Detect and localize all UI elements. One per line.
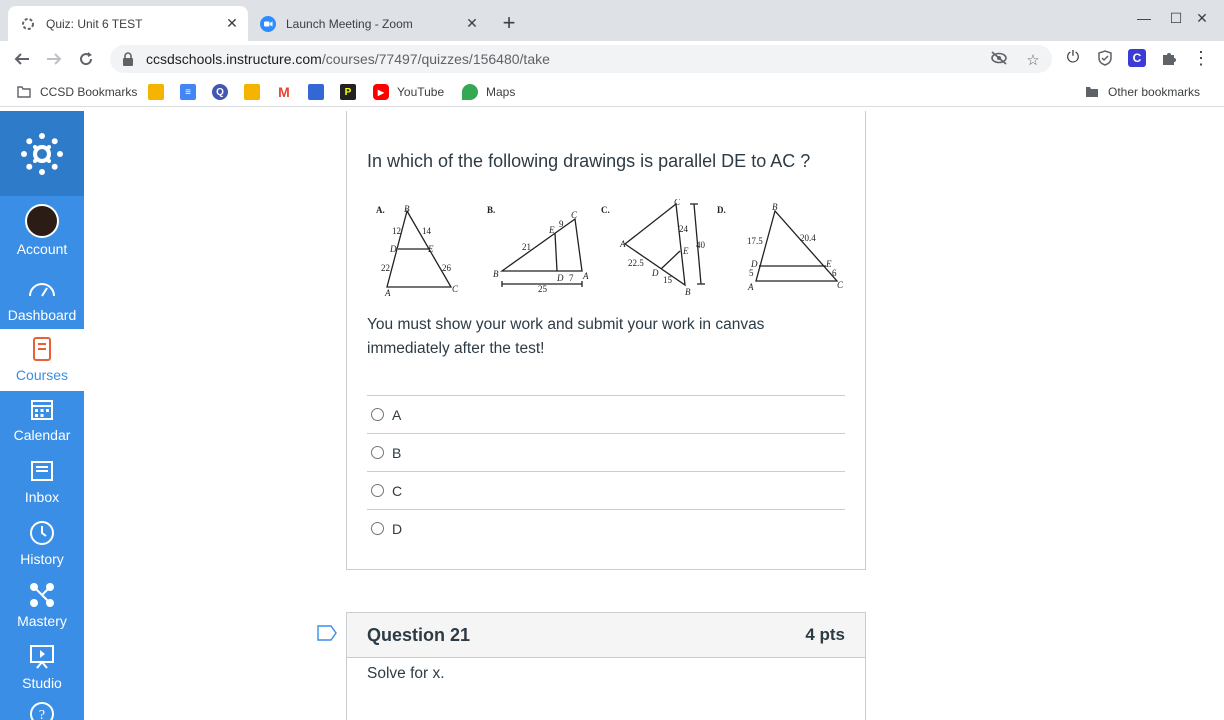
- studio-icon: [29, 641, 55, 673]
- answer-label: C: [392, 482, 403, 499]
- lock-icon: [122, 52, 134, 66]
- nav-dashboard[interactable]: [0, 273, 84, 333]
- bookmark-other[interactable]: [1084, 84, 1200, 100]
- power-icon[interactable]: ⏻: [1066, 49, 1080, 66]
- shield-icon[interactable]: [1096, 49, 1114, 67]
- bookmark-label: Maps: [486, 85, 516, 99]
- fig-label: 40: [696, 240, 705, 250]
- maximize-icon[interactable]: ☐: [1169, 10, 1183, 26]
- tab-strip: [0, 0, 1224, 41]
- global-nav: [0, 111, 84, 720]
- fig-label: A: [583, 271, 589, 281]
- folder-icon: [16, 84, 32, 100]
- youtube-icon: ▶: [373, 84, 389, 100]
- answer-option-c[interactable]: [367, 471, 845, 509]
- answer-option-b[interactable]: [367, 433, 845, 471]
- fig-label: D: [390, 244, 397, 254]
- fig-label: B: [404, 204, 410, 214]
- fig-label: B: [685, 287, 691, 297]
- slides-icon: [244, 84, 260, 100]
- bookmark-ccsd[interactable]: [16, 84, 137, 100]
- fig-label: 20.4: [800, 233, 816, 243]
- svg-text:?: ?: [38, 708, 46, 720]
- question-text: Solve for x.: [367, 665, 445, 682]
- url-text: [146, 51, 550, 67]
- fig-label: 25: [538, 284, 547, 294]
- flag-question-icon[interactable]: [317, 625, 337, 641]
- fig-label: 15: [663, 275, 672, 285]
- url-host: ccsdschools.instructure.com: [146, 51, 322, 67]
- fig-label: D: [557, 273, 564, 283]
- quizlet-icon: Q: [212, 84, 228, 100]
- fig-label: C: [674, 199, 681, 207]
- answer-radio[interactable]: [371, 484, 384, 497]
- url-path: /courses/77497/quizzes/156480/take: [321, 51, 550, 67]
- main-content: [84, 111, 1224, 720]
- nav-label: Calendar: [13, 427, 71, 443]
- fig-label: C: [452, 284, 459, 294]
- tab-zoom[interactable]: [248, 6, 488, 41]
- nav-label: Dashboard: [7, 307, 77, 323]
- instructions-note: You must show your work and submit your work in canvas immediately after the test!: [367, 316, 765, 357]
- fig-label: 5: [749, 268, 754, 278]
- tab-title: Quiz: Unit 6 TEST: [46, 16, 143, 31]
- inbox-icon: [29, 455, 55, 487]
- nav-account[interactable]: [0, 203, 84, 263]
- fig-label: 14: [422, 226, 431, 236]
- fig-label: E: [549, 225, 555, 235]
- avatar: [25, 203, 59, 239]
- fig-label: 22.5: [628, 258, 644, 268]
- fig-label: C: [571, 210, 578, 220]
- nav-label: Mastery: [17, 613, 67, 629]
- nav-calendar[interactable]: [0, 393, 84, 453]
- answer-radio[interactable]: [371, 522, 384, 535]
- close-icon[interactable]: ✕: [466, 15, 478, 31]
- bookmark-quizlet[interactable]: [212, 84, 236, 100]
- bookmark-gmail[interactable]: [276, 84, 300, 100]
- fig-label: 24: [679, 224, 688, 234]
- calendar-app-icon: [308, 84, 324, 100]
- clock-icon: [29, 517, 55, 549]
- nav-studio[interactable]: [0, 641, 84, 701]
- nav-history[interactable]: [0, 517, 84, 577]
- nav-label: Courses: [15, 367, 69, 383]
- forward-icon[interactable]: [44, 49, 64, 69]
- fig-label: 26: [442, 263, 451, 273]
- menu-kebab-icon[interactable]: ⋮: [1192, 47, 1210, 68]
- fig-label: 12: [392, 226, 401, 236]
- fig-tag: C.: [601, 205, 610, 215]
- eye-off-icon[interactable]: [990, 51, 1008, 69]
- bookmark-label: CCSD Bookmarks: [40, 85, 138, 99]
- courses-icon: [31, 333, 53, 365]
- fig-label: B: [493, 269, 499, 279]
- canvas-logo-icon: [20, 132, 64, 176]
- tab-title: Launch Meeting - Zoom: [286, 16, 413, 31]
- question-21-box: [346, 612, 866, 720]
- fig-label: D: [652, 268, 659, 278]
- address-bar[interactable]: [110, 45, 1052, 73]
- calendar-icon: [30, 393, 54, 425]
- maps-icon: [462, 84, 478, 100]
- answer-radio[interactable]: [371, 446, 384, 459]
- mastery-icon: [29, 579, 55, 611]
- fig-label: 7: [569, 273, 574, 283]
- c-extension-icon[interactable]: C: [1128, 49, 1146, 67]
- answer-radio[interactable]: [371, 408, 384, 421]
- fig-label: B: [772, 202, 778, 212]
- nav-label: Account: [16, 241, 68, 257]
- bookmark-classroom[interactable]: [148, 84, 172, 100]
- nav-label: Studio: [22, 675, 62, 691]
- fig-label: D: [751, 259, 758, 269]
- help-icon: [29, 701, 55, 720]
- fig-label: A: [620, 239, 626, 249]
- back-icon[interactable]: [12, 49, 32, 69]
- nav-mastery[interactable]: [0, 579, 84, 639]
- bookmark-label: Other bookmarks: [1108, 85, 1201, 99]
- bookmarks-bar: [0, 77, 1224, 107]
- answer-label: B: [392, 444, 402, 461]
- docs-icon: ≡: [180, 84, 196, 100]
- answer-label: A: [392, 406, 402, 423]
- fig-label: A: [385, 288, 391, 298]
- fig-label: E: [826, 259, 832, 269]
- fig-label: 9: [559, 219, 564, 229]
- fig-label: 21: [522, 242, 531, 252]
- classroom-icon: [148, 84, 164, 100]
- zoom-favicon-icon: [260, 16, 276, 32]
- new-tab-button[interactable]: +: [502, 10, 516, 35]
- fig-label: C: [837, 280, 844, 290]
- fig-label: E: [428, 244, 434, 254]
- triangle-figures: [367, 199, 847, 299]
- fig-label: A: [748, 282, 754, 292]
- canvas-favicon-icon: [20, 16, 36, 32]
- bookmark-youtube[interactable]: [373, 84, 444, 100]
- puzzle-icon[interactable]: [1160, 49, 1178, 67]
- question-points: 4 pts: [805, 625, 845, 644]
- nav-courses[interactable]: [0, 329, 84, 391]
- fig-tag: A.: [376, 205, 385, 215]
- answer-list: [367, 395, 845, 547]
- reload-icon[interactable]: [76, 49, 96, 69]
- fig-label: 22: [381, 263, 390, 273]
- gmail-icon: M: [276, 84, 292, 100]
- bookmark-label: YouTube: [397, 85, 445, 99]
- answer-option-a[interactable]: [367, 395, 845, 433]
- fig-label: 6: [832, 268, 837, 278]
- question-title: Question 21: [367, 624, 471, 645]
- fig-label: 17.5: [747, 236, 763, 246]
- fig-tag: D.: [717, 205, 726, 215]
- star-icon[interactable]: ☆: [1026, 52, 1040, 69]
- question-20-box: [346, 111, 866, 570]
- dashboard-icon: [28, 273, 56, 305]
- fig-tag: B.: [487, 205, 496, 215]
- tab-quiz[interactable]: [8, 6, 248, 41]
- folder-icon: [1084, 84, 1100, 100]
- bookmark-slides[interactable]: [244, 84, 268, 100]
- answer-label: D: [392, 520, 403, 537]
- nav-help[interactable]: [0, 701, 84, 720]
- question-text: In which of the following drawings is parallel DE to AC ?: [367, 151, 811, 171]
- minimize-icon[interactable]: —: [1137, 10, 1151, 26]
- bookmark-docs[interactable]: [180, 84, 204, 100]
- pearson-icon: P: [340, 84, 356, 100]
- bookmark-calendar[interactable]: [308, 84, 332, 100]
- bookmark-pearson[interactable]: [340, 84, 364, 100]
- nav-label: Inbox: [24, 489, 60, 505]
- bookmark-maps[interactable]: [462, 84, 515, 100]
- fig-label: E: [683, 246, 689, 256]
- nav-inbox[interactable]: [0, 455, 84, 515]
- browser-toolbar: [0, 41, 1224, 77]
- answer-option-d[interactable]: [367, 509, 845, 547]
- question-header: [347, 613, 865, 658]
- close-icon[interactable]: ✕: [226, 15, 238, 31]
- nav-label: History: [20, 551, 64, 567]
- close-window-icon[interactable]: ✕: [1196, 10, 1208, 26]
- canvas-logo[interactable]: [0, 111, 84, 196]
